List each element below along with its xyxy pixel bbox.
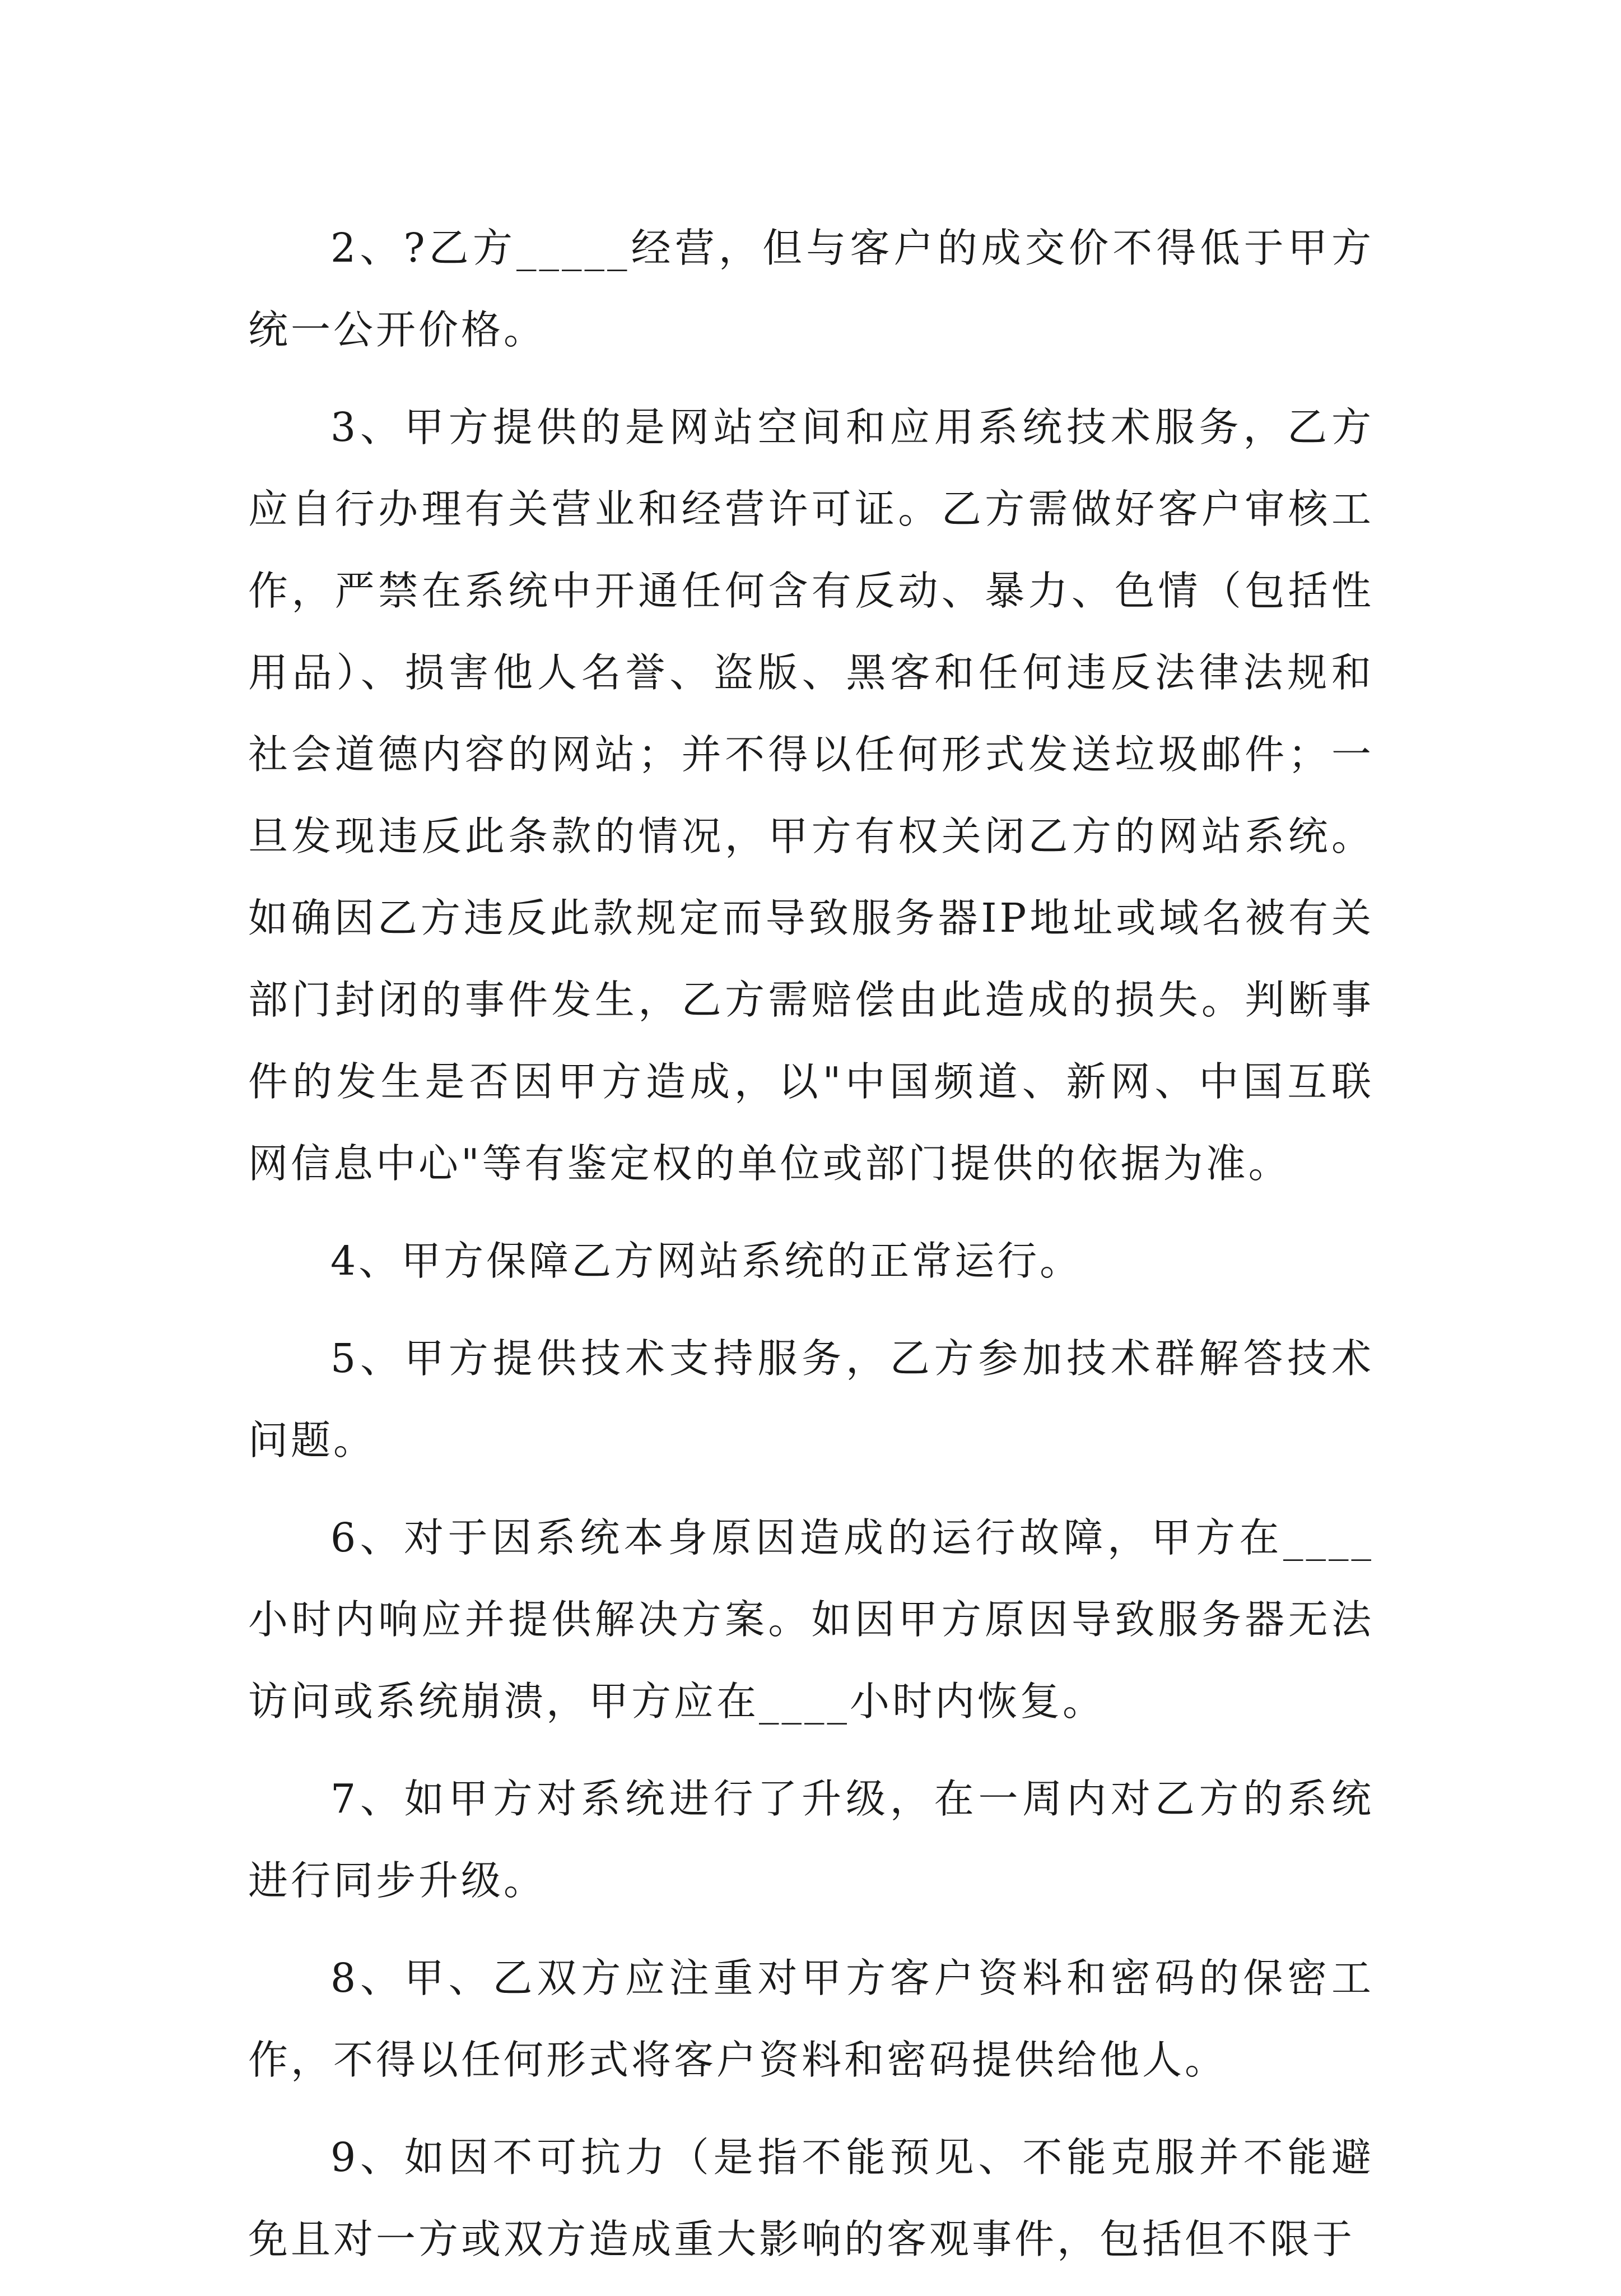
clause-8: 8、甲、乙双方应注重对甲方客户资料和密码的保密工作，不得以任何形式将客户资料和密码提供给他人。 (248, 1955, 1374, 2083)
clause-7: 7、如甲方对系统进行了升级，在一周内对乙方的系统进行同步升级。 (248, 1776, 1374, 1904)
clause-5: 5、甲方提供技术支持服务，乙方参加技术群解答技术问题。 (248, 1335, 1374, 1463)
clause-2: 2、?乙方_____经营，但与客户的成交价不得低于甲方统一公开价格。 (248, 225, 1374, 353)
clause-4: 4、甲方保障乙方网站系统的正常运行。 (330, 1238, 1083, 1284)
clause-9: 9、如因不可抗力（是指不能预见、不能克服并不能避免且对一方或双方造成重大影响的客观事件，包括但不限于 (248, 2134, 1374, 2262)
clause-3: 3、甲方提供的是网站空间和应用系统技术服务，乙方应自行办理有关营业和经营许可证。乙方需做好客户审核工作，严禁在系统中开通任何含有反动、暴力、色情（包括性用品）、损害他人名誉、盗版、黑客和任何违反法律法规和社会道德内容的网站；并不得以任何形式发送垃圾邮件；一旦发现违反此条款的情况，甲方有权关闭乙方的网站系统。如确因乙方违反此款规定而导致服务器IP地址或域名被有关部门封闭的事件发生，乙方需赔偿由此造成的损失。判断事件的发生是否因甲方造成，以"中国频道、新网、中国互联网信息中心"等有鉴定权的单位或部门提供的依据为准。 (248, 404, 1374, 1187)
document-body (248, 207, 1374, 2296)
clause-6: 6、对于因系统本身原因造成的运行故障，甲方在____小时内响应并提供解决方案。如因甲方原因导致服务器无法访问或系统崩溃，甲方应在____小时内恢复。 (248, 1514, 1374, 1725)
